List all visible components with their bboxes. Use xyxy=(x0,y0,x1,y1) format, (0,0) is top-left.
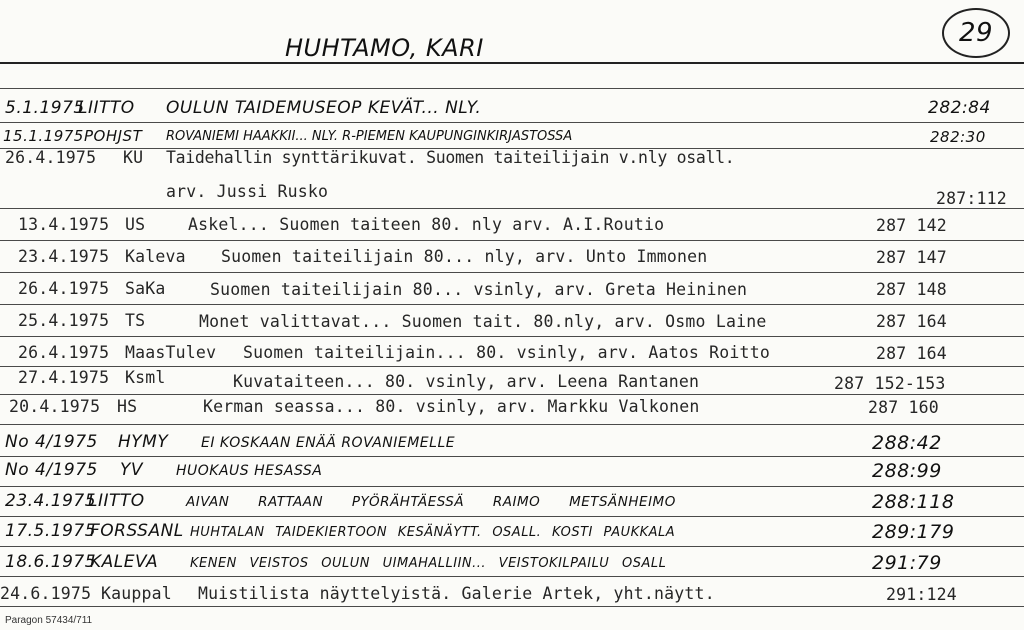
entry-ref: 287:112 xyxy=(936,189,1007,208)
ruled-line xyxy=(0,366,1024,367)
entry-date: 24.6.1975 xyxy=(0,584,92,603)
ruled-line xyxy=(0,208,1024,209)
ruled-line xyxy=(0,88,1024,89)
entry-source: US xyxy=(125,215,146,234)
entry-date: 26.4.1975 xyxy=(18,343,110,362)
entry-ref: 287 147 xyxy=(876,248,947,267)
card-number: 29 xyxy=(942,8,1010,58)
entry-text: Monet valittavat... Suomen tait. 80.nly, arv. Osmo Laine xyxy=(199,312,767,331)
entry-source: FORSSANL xyxy=(90,521,184,541)
entry-text: KENEN VEISTOS OULUN UIMAHALLIIN... VEISTOKILPAILU OSALL xyxy=(190,556,667,571)
ruled-line xyxy=(0,336,1024,337)
entry-source: SaKa xyxy=(125,279,166,298)
entry-text: Kuvataiteen... 80. vsinly, arv. Leena Rantanen xyxy=(233,372,700,391)
entry-source: MaasTulev xyxy=(125,343,217,362)
card-title: HUHTAMO, KARI xyxy=(285,34,484,62)
entry-date: No 4/1975 xyxy=(5,432,98,452)
entry-date: No 4/1975 xyxy=(5,460,98,480)
entry-text: Suomen taiteilijain 80... vsinly, arv. Greta Heininen xyxy=(210,280,748,299)
entry-date: 20.4.1975 xyxy=(9,397,101,416)
entry-ref: 291:124 xyxy=(886,585,957,604)
print-code: Paragon 57434/711 xyxy=(5,615,93,626)
ruled-line xyxy=(0,394,1024,395)
ruled-line xyxy=(0,240,1024,241)
entry-ref: 288:42 xyxy=(872,432,942,454)
entry-date: 25.4.1975 xyxy=(18,311,110,330)
entry-text: EI KOSKAAN ENÄÄ ROVANIEMELLE xyxy=(201,435,456,451)
entry-source: HS xyxy=(117,397,138,416)
entry-date: 23.4.1975 xyxy=(18,247,110,266)
entry-source: Kaleva xyxy=(125,247,186,266)
entry-source: Ksml xyxy=(125,368,166,387)
entry-date: 27.4.1975 xyxy=(18,368,110,387)
entry-source: POHJST xyxy=(84,127,143,145)
entry-source: LIITTO xyxy=(78,98,135,118)
entry-source: LIITTO xyxy=(88,491,145,511)
entry-date: 23.4.1975 xyxy=(5,491,97,511)
entry-text: HUHTALAN TAIDEKIERTOON KESÄNÄYTT. OSALL. KOSTI PAUKKALA xyxy=(190,525,676,540)
entry-source: KU xyxy=(123,148,144,167)
entry-ref: 287 164 xyxy=(876,344,947,363)
ruled-line xyxy=(0,486,1024,487)
entry-text: AIVAN RATTAAN PYÖRÄHTÄESSÄ RAIMO METSÄNHEIMO xyxy=(186,494,676,510)
entry-ref: 288:118 xyxy=(872,491,955,513)
entry-text: HUOKAUS HESASSA xyxy=(176,463,323,479)
entry-ref: 287 164 xyxy=(876,312,947,331)
entry-ref: 287 148 xyxy=(876,280,947,299)
entry-date: 13.4.1975 xyxy=(18,215,110,234)
entry-date: 5.1.1975 xyxy=(5,98,85,118)
ruled-line xyxy=(0,304,1024,305)
entry-ref: 287 142 xyxy=(876,216,947,235)
entry-source: KALEVA xyxy=(90,552,159,572)
entry-text-cont: arv. Jussi Rusko xyxy=(166,182,329,201)
entry-ref: 287 152-153 xyxy=(834,374,946,393)
entry-date: 17.5.1975 xyxy=(5,521,97,541)
ruled-line xyxy=(0,576,1024,577)
ruled-line xyxy=(0,606,1024,607)
entry-source: Kauppal xyxy=(101,584,172,603)
entry-ref: 289:179 xyxy=(872,521,955,543)
entry-date: 18.6.1975 xyxy=(5,552,97,572)
entry-ref: 282:30 xyxy=(930,128,986,146)
entry-date: 26.4.1975 xyxy=(5,148,97,167)
entry-text: ROVANIEMI HAAKKII... NLY. R-PIEMEN KAUPUNGINKIRJASTOSSA xyxy=(166,129,573,144)
entry-text: Kerman seassa... 80. vsinly, arv. Markku Valkonen xyxy=(203,397,700,416)
ruled-line xyxy=(0,62,1024,64)
entry-source: YV xyxy=(120,460,144,480)
entry-text: Muistilista näyttelyistä. Galerie Artek, yht.näytt. xyxy=(198,584,715,603)
entry-source: HYMY xyxy=(118,432,169,452)
entry-ref: 291:79 xyxy=(872,552,942,574)
entry-text: Suomen taiteilijain 80... nly, arv. Unto Immonen xyxy=(221,247,708,266)
ruled-line xyxy=(0,456,1024,457)
entry-ref: 287 160 xyxy=(868,398,939,417)
entry-text: OULUN TAIDEMUSEOP KEVÄT... NLY. xyxy=(166,98,482,118)
ruled-line xyxy=(0,424,1024,425)
ruled-line xyxy=(0,122,1024,123)
entry-date: 26.4.1975 xyxy=(18,279,110,298)
entry-ref: 288:99 xyxy=(872,460,942,482)
entry-text: Askel... Suomen taiteen 80. nly arv. A.I.Routio xyxy=(188,215,665,234)
ruled-line xyxy=(0,516,1024,517)
entry-text: Suomen taiteilijain... 80. vsinly, arv. Aatos Roitto xyxy=(243,343,770,362)
entry-source: TS xyxy=(125,311,146,330)
entry-date: 15.1.1975 xyxy=(3,127,84,145)
entry-ref: 282:84 xyxy=(928,98,991,118)
ruled-line xyxy=(0,272,1024,273)
entry-text: Taidehallin synttärikuvat. Suomen taiteilijain v.nly osall. xyxy=(166,148,735,167)
ruled-line xyxy=(0,546,1024,547)
